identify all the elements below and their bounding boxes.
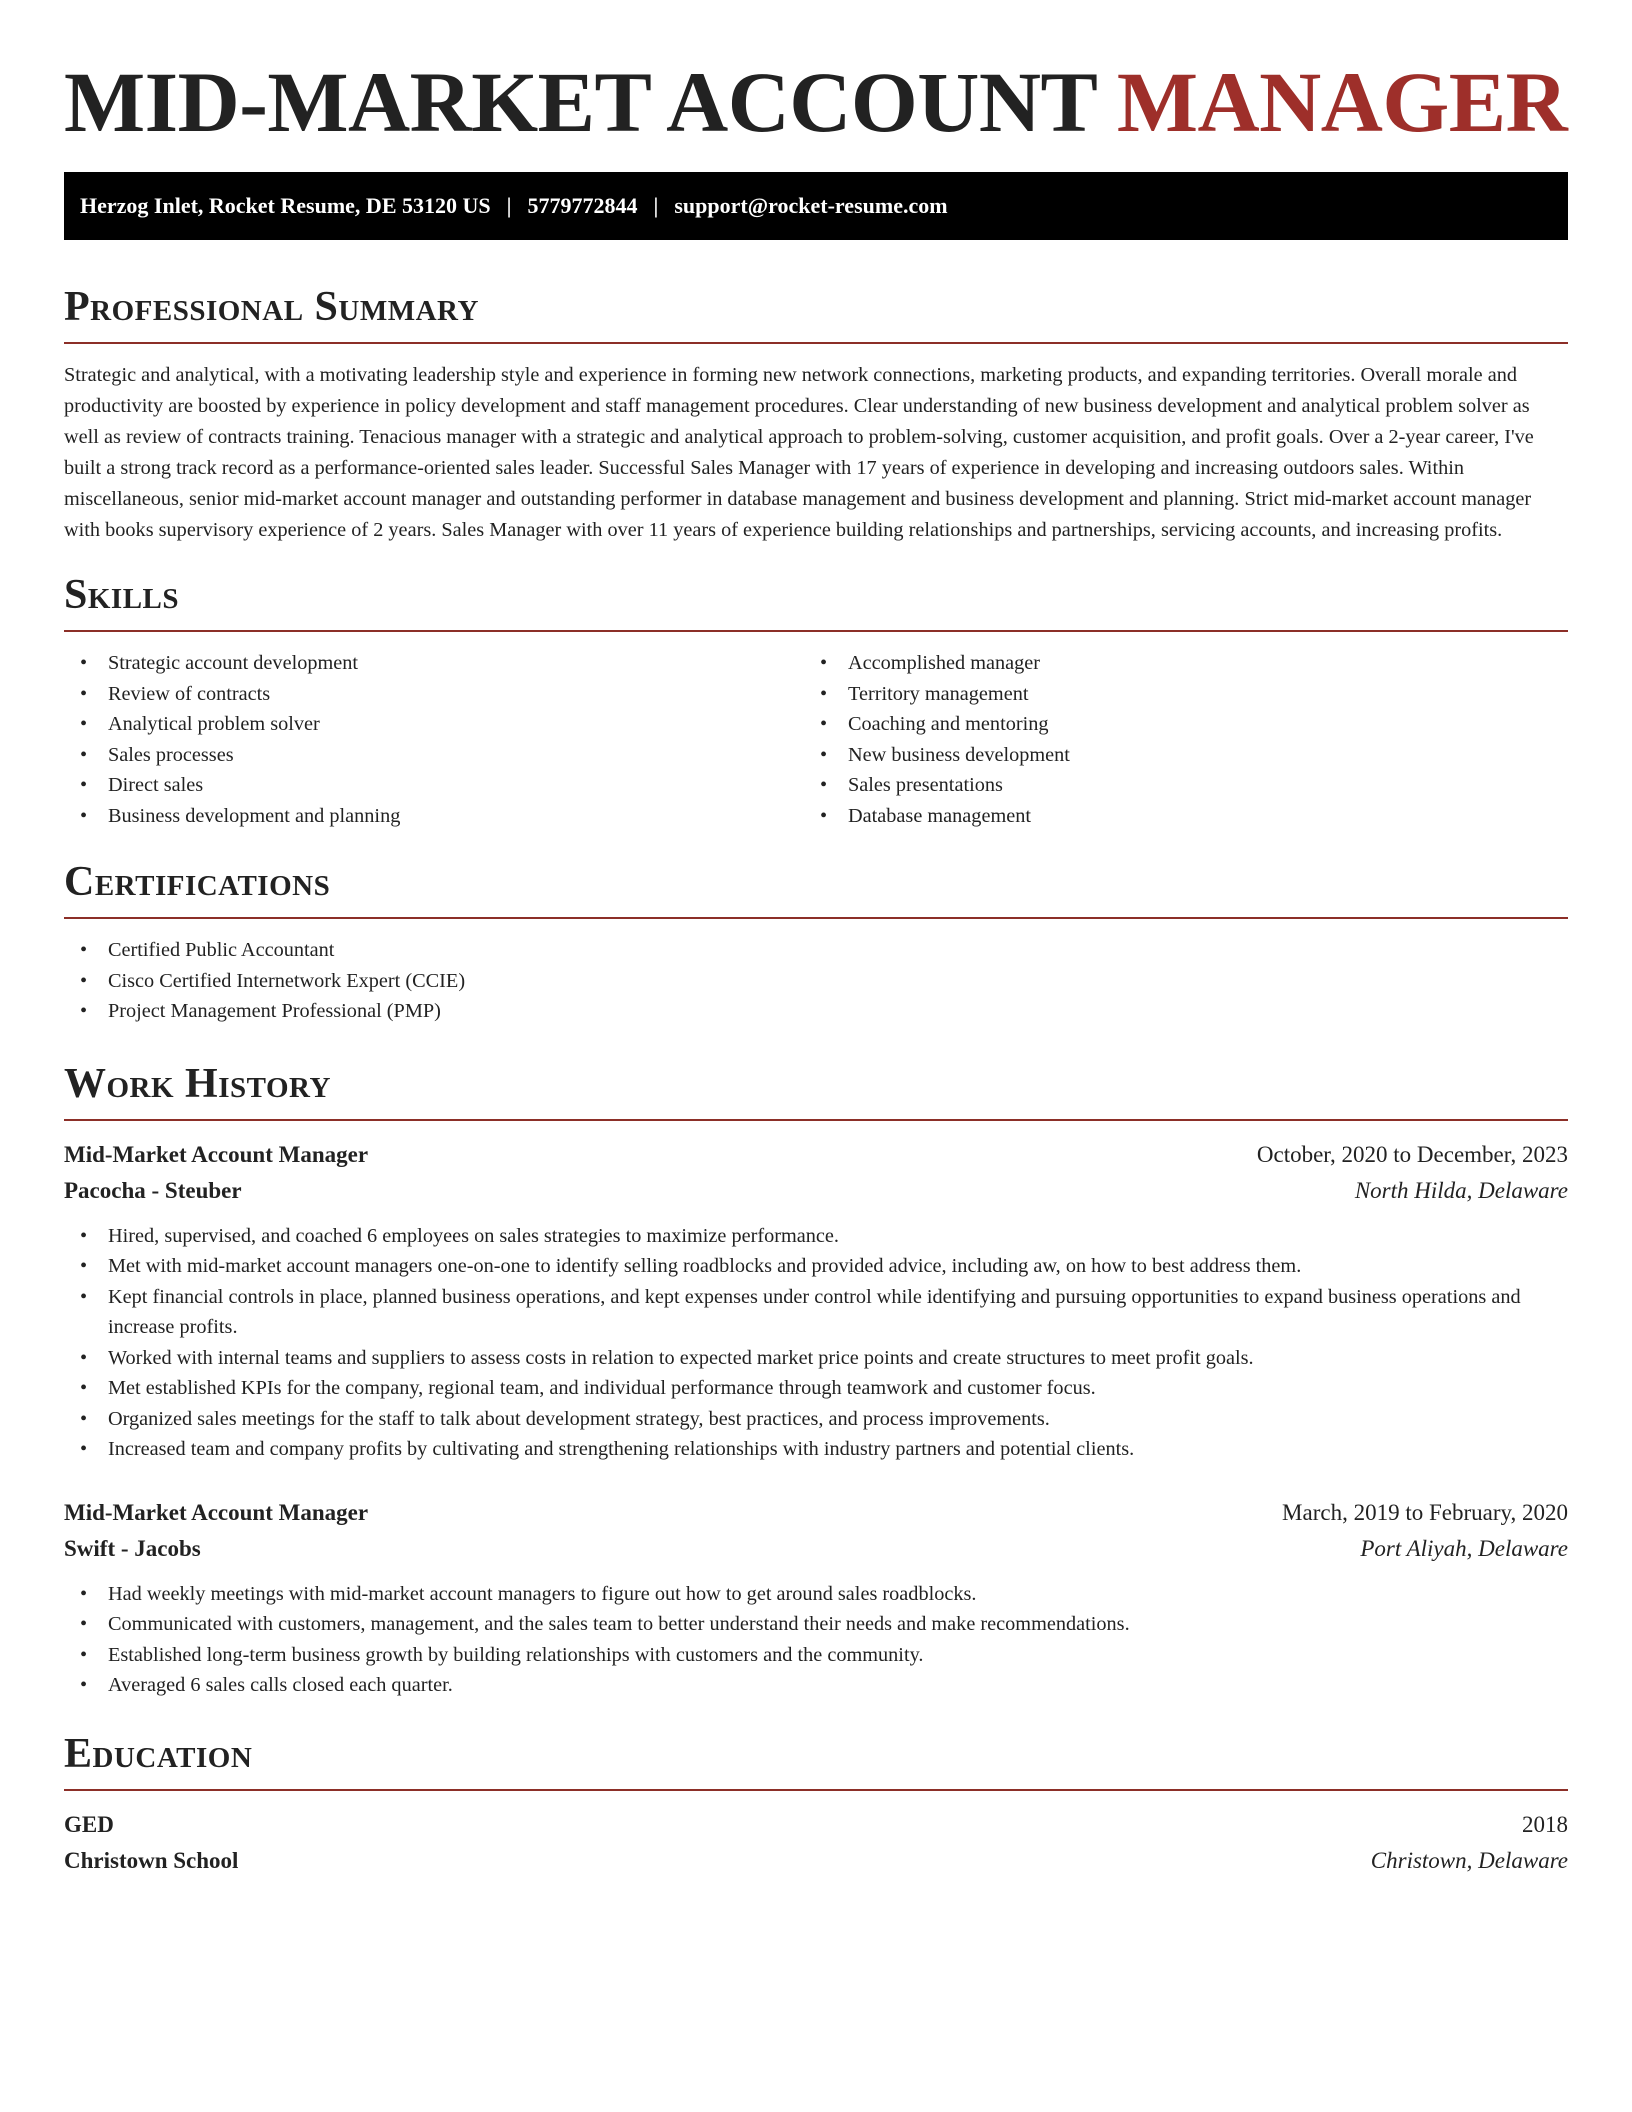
- job-company: Swift - Jacobs: [64, 1535, 201, 1561]
- skill-item: • Territory management: [804, 679, 1544, 710]
- job-bullet: • Met with mid-market account managers one-on-one to identify selling roadblocks and provided advice, including aw, on how to best address them.: [64, 1251, 1568, 1282]
- job-location: North Hilda, Delaware: [1354, 1177, 1568, 1203]
- contact-bar: [64, 172, 1568, 240]
- job-dates: October, 2020 to December, 2023: [1256, 1141, 1568, 1167]
- education-school: Christown School: [64, 1847, 239, 1873]
- section-divider: [64, 630, 1568, 632]
- job-bullet: • Established long-term business growth by building relationships with customers and the community.: [64, 1640, 1568, 1671]
- job-bullet: • Hired, supervised, and coached 6 employees on sales strategies to maximize performance.: [64, 1221, 1568, 1252]
- job-subheader-row: [64, 1531, 1568, 1567]
- contact-email: support@rocket-resume.com: [674, 193, 948, 218]
- skill-item: • Review of contracts: [64, 679, 804, 710]
- certification-item: • Certified Public Accountant: [64, 935, 1568, 966]
- title-main: MID-MARKET ACCOUNT: [64, 54, 1096, 150]
- title-accent: MANAGER: [1116, 54, 1568, 150]
- contact-address: Herzog Inlet, Rocket Resume, DE 53120 US: [80, 193, 491, 218]
- resume-title: [64, 52, 1568, 152]
- job-bullet: • Averaged 6 sales calls closed each quarter.: [64, 1670, 1568, 1701]
- section-divider: [64, 1119, 1568, 1121]
- skill-item: • Strategic account development: [64, 648, 804, 679]
- skill-item: • Direct sales: [64, 770, 804, 801]
- education-subheader-row: [64, 1843, 1568, 1879]
- education-year: 2018: [1522, 1811, 1568, 1837]
- job-entry: [64, 1495, 1568, 1701]
- contact-separator: |: [506, 193, 512, 218]
- job-bullet-list: [64, 1221, 1568, 1465]
- skills-section: [64, 570, 1568, 831]
- skill-item: • Database management: [804, 801, 1544, 832]
- job-dates: March, 2019 to February, 2020: [1282, 1499, 1568, 1525]
- contact-phone: 5779772844: [527, 193, 638, 218]
- section-heading-certifications: Certifications: [64, 859, 331, 905]
- section-heading-skills: Skills: [64, 572, 180, 618]
- section-divider: [64, 1789, 1568, 1791]
- skill-item: • Accomplished manager: [804, 648, 1544, 679]
- summary-text: Strategic and analytical, with a motivating leadership style and experience in forming new network connections, marketing products, and expanding territories. Overall morale and productivity are boosted by experience in policy development and staff management procedures. Clear understanding of new business development and analytical problem solver as well as review of contracts training. Tenacious manager with a strategic and analytical approach to problem-solving, customer acquisition, and profit goals. Over a 2-year career, I've built a strong track record as a performance-oriented sales leader. Successful Sales Manager with 17 years of experience in developing and increasing outdoors sales. Within miscellaneous, senior mid-market account manager and outstanding performer in database management and business development and planning. Strict mid-market account manager with books supervisory experience of 2 years. Sales Manager with over 11 years of experience building relationships and partnerships, servicing accounts, and increasing profits.: [64, 364, 1534, 541]
- skill-item: • Coaching and mentoring: [804, 709, 1544, 740]
- section-divider: [64, 342, 1568, 344]
- certifications-section: [64, 857, 1568, 1027]
- education-header-row: [64, 1807, 1568, 1843]
- work-history-section: [64, 1059, 1568, 1701]
- certification-item: • Cisco Certified Internetwork Expert (CCIE): [64, 966, 1568, 997]
- skill-item: • Business development and planning: [64, 801, 804, 832]
- summary-section: [64, 282, 1568, 546]
- job-title: Mid-Market Account Manager: [64, 1499, 369, 1525]
- job-bullet: • Worked with internal teams and suppliers to assess costs in relation to expected market price points and create structures to meet profit goals.: [64, 1343, 1568, 1374]
- education-entry: [64, 1807, 1568, 1879]
- education-degree: GED: [64, 1811, 114, 1837]
- section-heading-summary: Professional Summary: [64, 284, 479, 330]
- skill-item: • New business development: [804, 740, 1544, 771]
- contact-separator: |: [653, 193, 659, 218]
- job-bullet: • Organized sales meetings for the staff to talk about development strategy, best practices, and process improvements.: [64, 1404, 1568, 1435]
- job-bullet: • Kept financial controls in place, planned business operations, and kept expenses under control while identifying and pursuing opportunities to expand business operations and increase profits.: [64, 1282, 1568, 1343]
- job-header-row: [64, 1137, 1568, 1173]
- job-bullet-list: [64, 1579, 1568, 1701]
- job-bullet: • Had weekly meetings with mid-market account managers to figure out how to get around sales roadblocks.: [64, 1579, 1568, 1610]
- skill-item: • Sales processes: [64, 740, 804, 771]
- skills-list-right: [804, 648, 1544, 831]
- job-bullet: • Communicated with customers, management, and the sales team to better understand their needs and make recommendations.: [64, 1609, 1568, 1640]
- skills-list-left: [64, 648, 804, 831]
- job-company: Pacocha - Steuber: [64, 1177, 242, 1203]
- job-header-row: [64, 1495, 1568, 1531]
- job-bullet: • Met established KPIs for the company, regional team, and individual performance through teamwork and customer focus.: [64, 1373, 1568, 1404]
- job-location: Port Aliyah, Delaware: [1360, 1535, 1568, 1561]
- education-section: [64, 1729, 1568, 1879]
- section-heading-work-history: Work History: [64, 1060, 331, 1107]
- skill-item: • Analytical problem solver: [64, 709, 804, 740]
- job-bullet: • Increased team and company profits by cultivating and strengthening relationships with industry partners and potential clients.: [64, 1434, 1568, 1465]
- education-location: Christown, Delaware: [1370, 1847, 1568, 1873]
- certification-item: • Project Management Professional (PMP): [64, 996, 1568, 1027]
- section-heading-education: Education: [64, 1730, 253, 1777]
- certifications-list: [64, 935, 1568, 1027]
- job-entry: [64, 1137, 1568, 1465]
- skill-item: • Sales presentations: [804, 770, 1544, 801]
- section-divider: [64, 917, 1568, 919]
- skills-grid: [64, 648, 1568, 831]
- job-title: Mid-Market Account Manager: [64, 1141, 369, 1167]
- job-subheader-row: [64, 1173, 1568, 1209]
